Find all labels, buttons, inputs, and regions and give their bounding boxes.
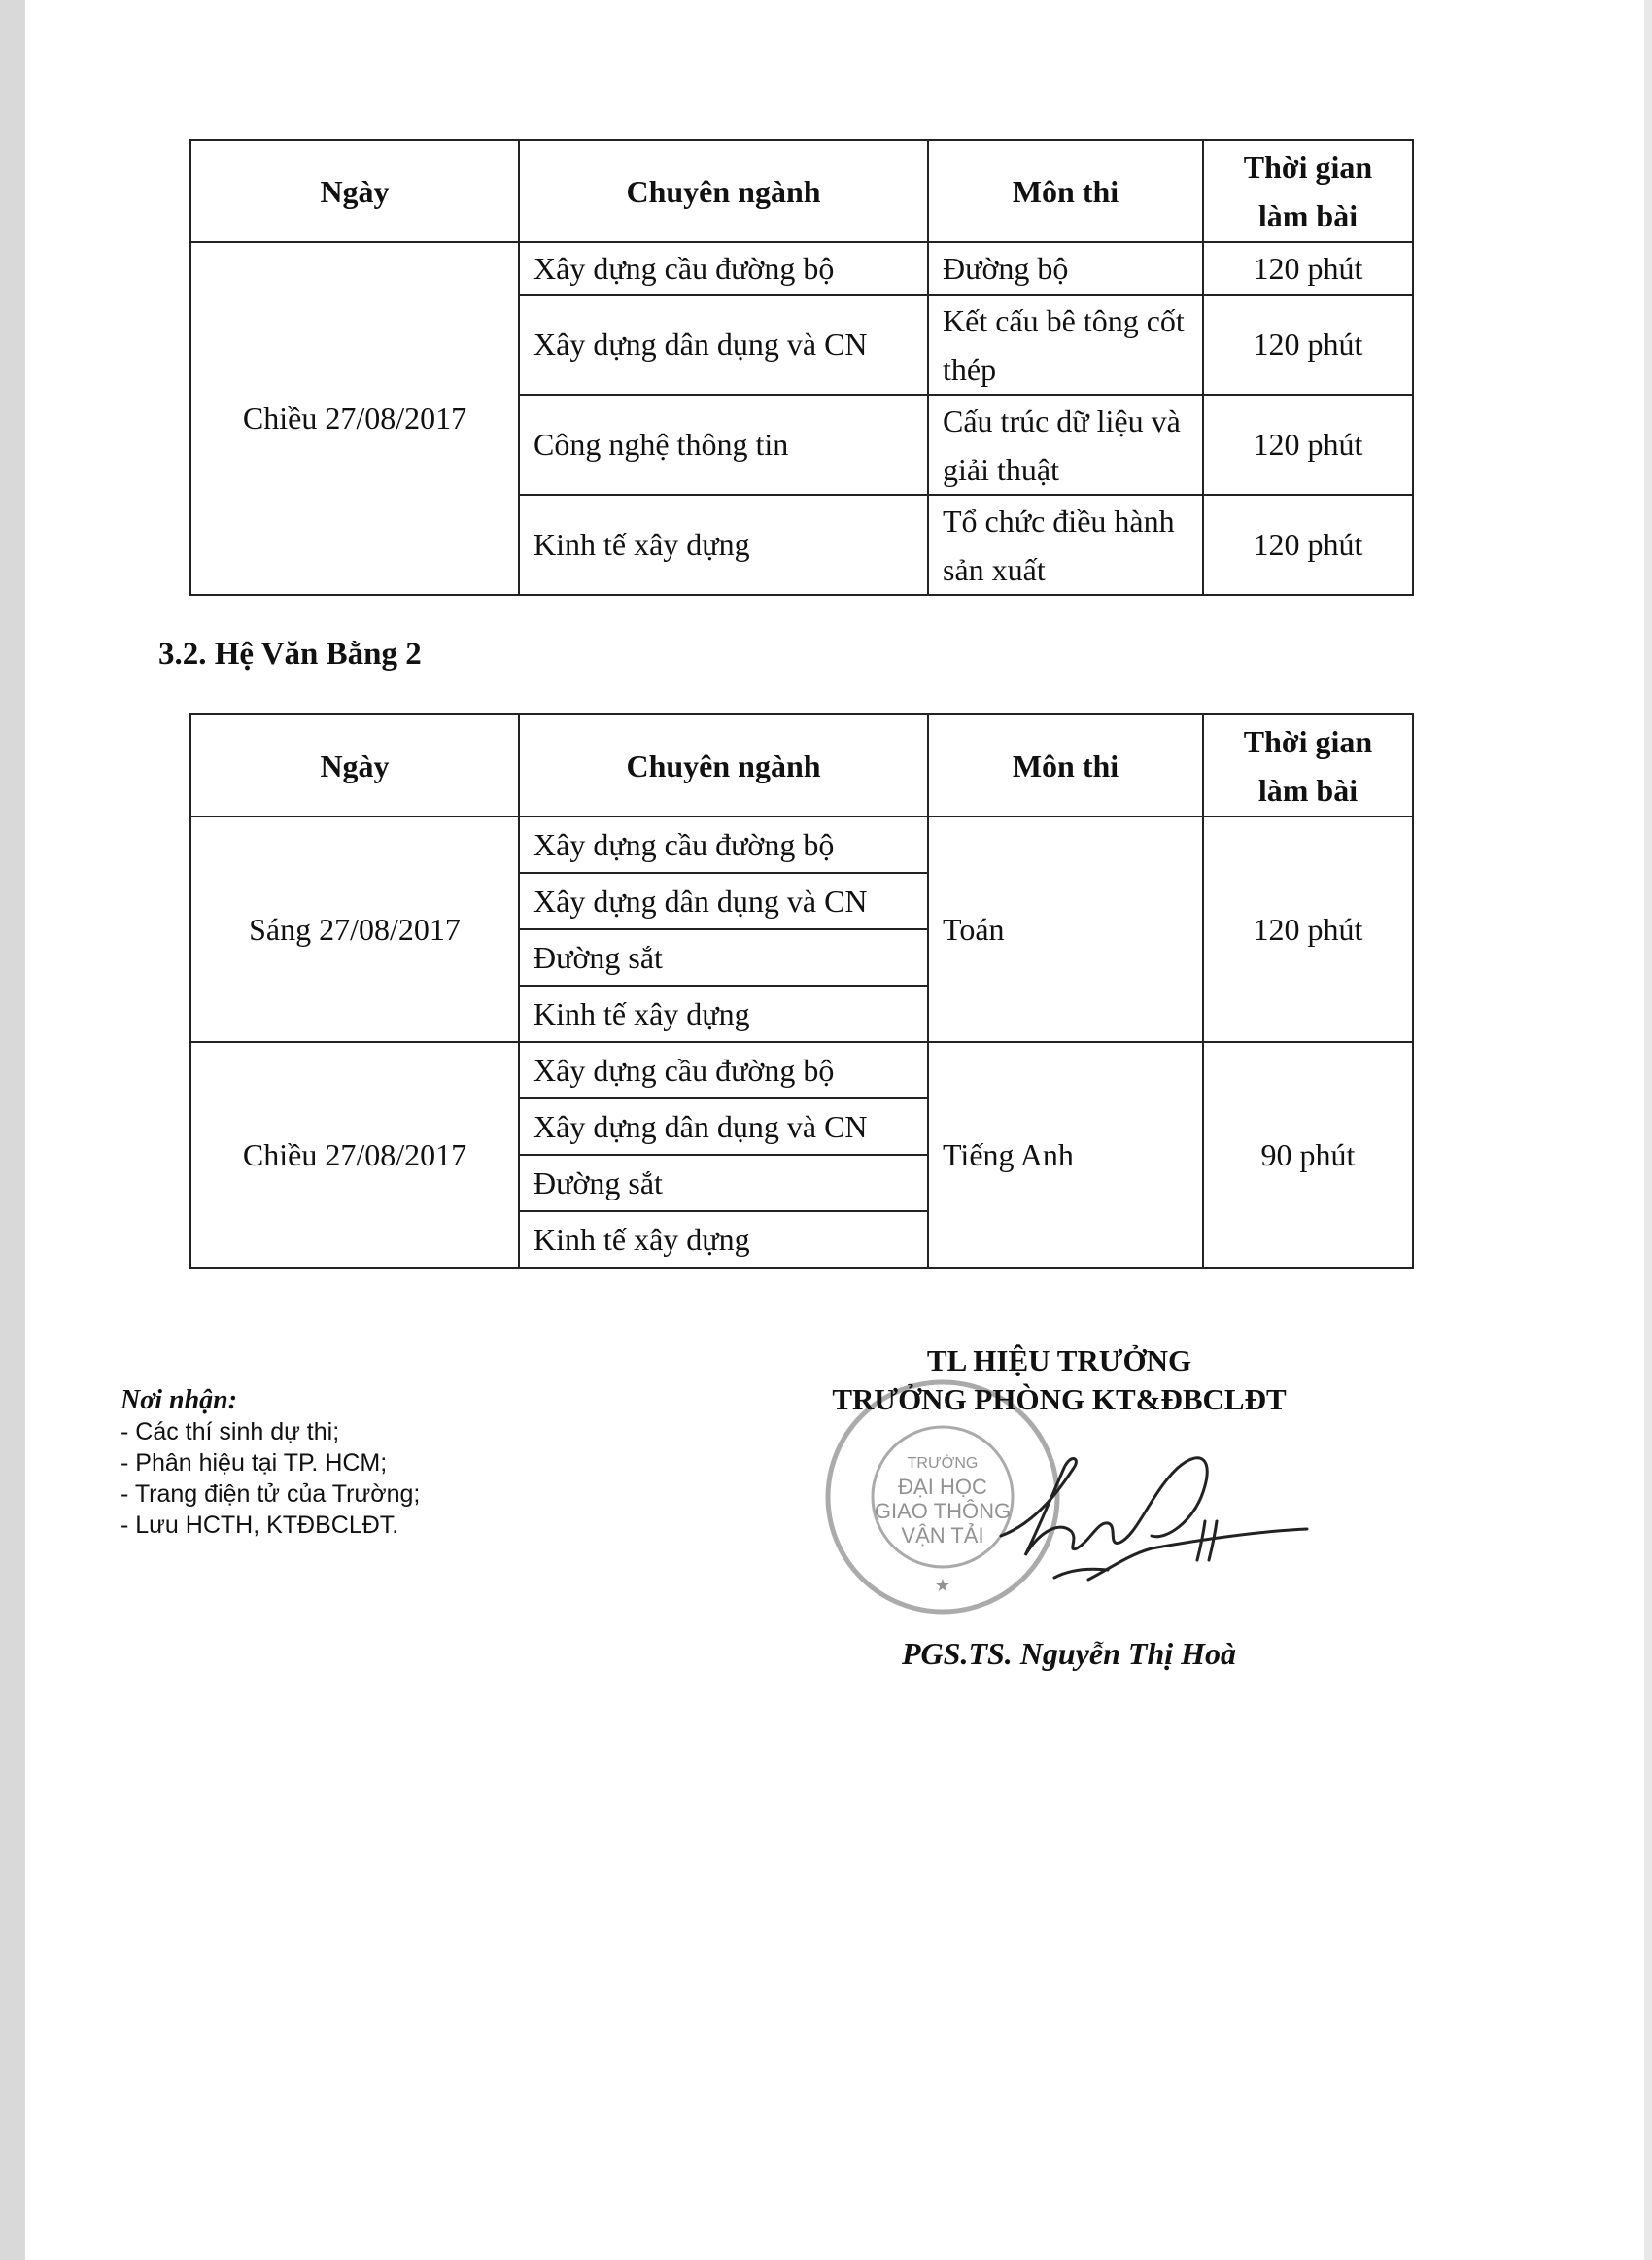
duration-cell: 120 phút — [1203, 817, 1413, 1042]
table-header-row — [190, 714, 1413, 817]
subject-cell: Tiếng Anh — [928, 1042, 1203, 1268]
major-cell: Xây dựng dân dụng và CN — [519, 1098, 928, 1155]
date-cell: Chiều 27/08/2017 — [190, 1042, 519, 1268]
date-cell: Chiều 27/08/2017 — [190, 242, 519, 595]
major-cell: Đường sắt — [519, 1155, 928, 1211]
header-major: Chuyên ngành — [519, 140, 928, 242]
svg-text:★: ★ — [934, 1576, 951, 1595]
stamp-text — [875, 1453, 1011, 1595]
major-cell: Công nghệ thông tin — [519, 395, 928, 495]
duration-cell: 120 phút — [1203, 295, 1413, 395]
recipient-item: - Lưu HCTH, KTĐBCLĐT. — [120, 1512, 399, 1539]
table-row — [190, 1042, 1413, 1098]
subject-cell: Cấu trúc dữ liệu và giải thuật — [928, 395, 1203, 495]
header-major: Chuyên ngành — [519, 714, 928, 817]
recipients-block — [120, 1385, 420, 1541]
header-date: Ngày — [190, 714, 519, 817]
signer-name: PGS.TS. Nguyễn Thị Hoà — [901, 1636, 1237, 1671]
header-date: Ngày — [190, 140, 519, 242]
date-cell: Sáng 27/08/2017 — [190, 817, 519, 1042]
table-header-row — [190, 140, 1413, 242]
header-subject: Môn thi — [928, 714, 1203, 817]
svg-text:VẬN TẢI: VẬN TẢI — [901, 1523, 984, 1547]
exam-schedule-table-2 — [189, 713, 1414, 1269]
major-cell: Xây dựng dân dụng và CN — [519, 295, 928, 395]
subject-cell: Tổ chức điều hành sản xuất — [928, 495, 1203, 595]
duration-cell: 120 phút — [1203, 242, 1413, 295]
subject-cell: Kết cấu bê tông cốt thép — [928, 295, 1203, 395]
major-cell: Kinh tế xây dựng — [519, 1211, 928, 1268]
duration-cell: 90 phút — [1203, 1042, 1413, 1268]
recipient-item: - Phân hiệu tại TP. HCM; — [120, 1449, 388, 1477]
table-row — [190, 817, 1413, 873]
recipient-item: - Các thí sinh dự thi; — [120, 1418, 340, 1445]
scan-edge-left — [0, 0, 25, 2260]
header-duration: Thời gian làm bài — [1203, 140, 1413, 242]
major-cell: Xây dựng cầu đường bộ — [519, 242, 928, 295]
svg-text:GIAO THÔNG: GIAO THÔNG — [874, 1499, 1012, 1523]
exam-schedule-table-1 — [189, 139, 1414, 596]
signature-title-2: TRƯỞNG PHÒNG KT&ĐBCLĐT — [832, 1382, 1287, 1416]
duration-cell: 120 phút — [1203, 395, 1413, 495]
svg-text:ĐẠI HỌC: ĐẠI HỌC — [898, 1475, 987, 1499]
section-heading: 3.2. Hệ Văn Bằng 2 — [158, 637, 422, 672]
svg-text:TRƯỜNG: TRƯỜNG — [907, 1455, 979, 1472]
major-cell: Xây dựng dân dụng và CN — [519, 873, 928, 929]
scan-edge-right — [1644, 0, 1652, 2260]
major-cell: Đường sắt — [519, 929, 928, 986]
subject-cell: Đường bộ — [928, 242, 1203, 295]
header-subject: Môn thi — [928, 140, 1203, 242]
major-cell: Kinh tế xây dựng — [519, 495, 928, 595]
major-cell: Xây dựng cầu đường bộ — [519, 817, 928, 873]
major-cell: Xây dựng cầu đường bộ — [519, 1042, 928, 1098]
duration-cell: 120 phút — [1203, 495, 1413, 595]
handwritten-signature — [1001, 1458, 1307, 1580]
major-cell: Kinh tế xây dựng — [519, 986, 928, 1042]
table-row — [190, 242, 1413, 295]
signature-title-1: TL HIỆU TRƯỞNG — [926, 1343, 1192, 1377]
header-duration: Thời gian làm bài — [1203, 714, 1413, 817]
recipient-item: - Trang điện tử của Trường; — [120, 1480, 421, 1508]
recipients-title: Nơi nhận: — [120, 1385, 238, 1415]
subject-cell: Toán — [928, 817, 1203, 1042]
